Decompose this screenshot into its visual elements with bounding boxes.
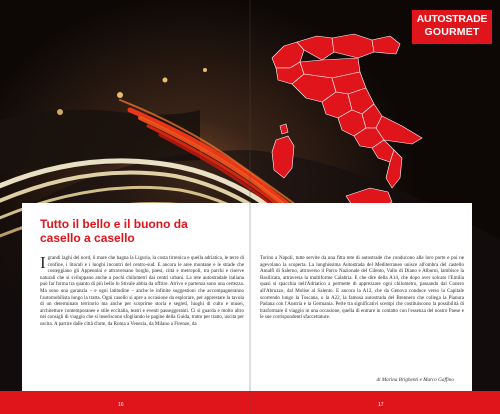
spread-gutter <box>249 0 251 414</box>
brand-line1: AUTOSTRADE <box>416 13 488 25</box>
article-signature: di Marina Brighenti e Marco Gaffino <box>376 377 454 383</box>
italy-map <box>262 28 440 222</box>
drop-cap: I <box>40 253 46 272</box>
article-column-left <box>40 255 244 328</box>
page-number-right: 17 <box>378 402 384 408</box>
left-column-text: grandi laghi del nord, il mare che bagna la Liguria, la costa tirrenica e quella adriatica, le terre di confine, i litorali e i luoghi incontri del centro-sud. E ancora le aree montane e le strade che costeggiano gli Appennini e attraversano borghi, paesi, città e metropoli, tra parchi e riserve naturali che si sviluppano anche a pochi chilometri dai centri urbani. La rete autostradale italiana può far forma tra quanto di più bello lo Stivale abbia da offrire. Arrivo e partenza sono una certezza. Ma sono una garanzia – e ogni latitudine – anche le infinite suggestioni che accompagneranno l'automobilista lungo la tratta. Ogni casello si apre a occasione da esplorare, per apprestare la tavola di un determinato territorio ma anche per scoprirne storia e segreti, luoghi di culto e musei, architetture contemporanee e stile eccitalia, teatri e eventi passeggeranti. Ci si guarda e molto altro nei consigli di viaggio che si inseriscono sfogliando le pagine della Guida, tratto per tratto, uscita per uscita. A partire dalle città d'arte, da Roma a Venezia, da Milano a Firenze, da <box>40 255 244 327</box>
brand-badge <box>412 10 492 44</box>
article-title: Tutto il bello e il buono da casello a casello <box>40 217 188 245</box>
brand-line2: GOURMET <box>424 26 480 38</box>
article-column-right: Torino a Napoli, tutte servite da una fitta rete di autostrade che conducono alle loro porte e poi ne agevolano la scoperta. La lunghissima Autostrada del Mediterraneo unisce all'ombra del castello Amalfi di Salerno, attraverso il Parco Nazionale del Cilento, Vallo di Diano e Alburni, lambisce la Basilicata, attraversa la multiforme Calabria. E che dire della A14, che dopo aver solcato l'Emilia quasi si spacchia nell'Adriatico a permette di apprezzare ogni chilometro, passando dal Conero all'Abruzzo, dal Molise al Salento. E ancora la A12, che da Genova conduce verso la Capitale scorrendo lungo la Toscana, o la A22, la famosa autostrada del Brennero che collega la Pianura Padana con l'Austria e la Germania. Perle tra significativi scempi che costituiscono la possibilità di trasformare il viaggio in una occasione, quella di entrare in contatto con l'essenza del nostro Paese e le sue corrispondenti sfaccettature. <box>260 255 464 321</box>
article-panel <box>22 203 472 391</box>
page-number-left: 16 <box>118 402 124 408</box>
